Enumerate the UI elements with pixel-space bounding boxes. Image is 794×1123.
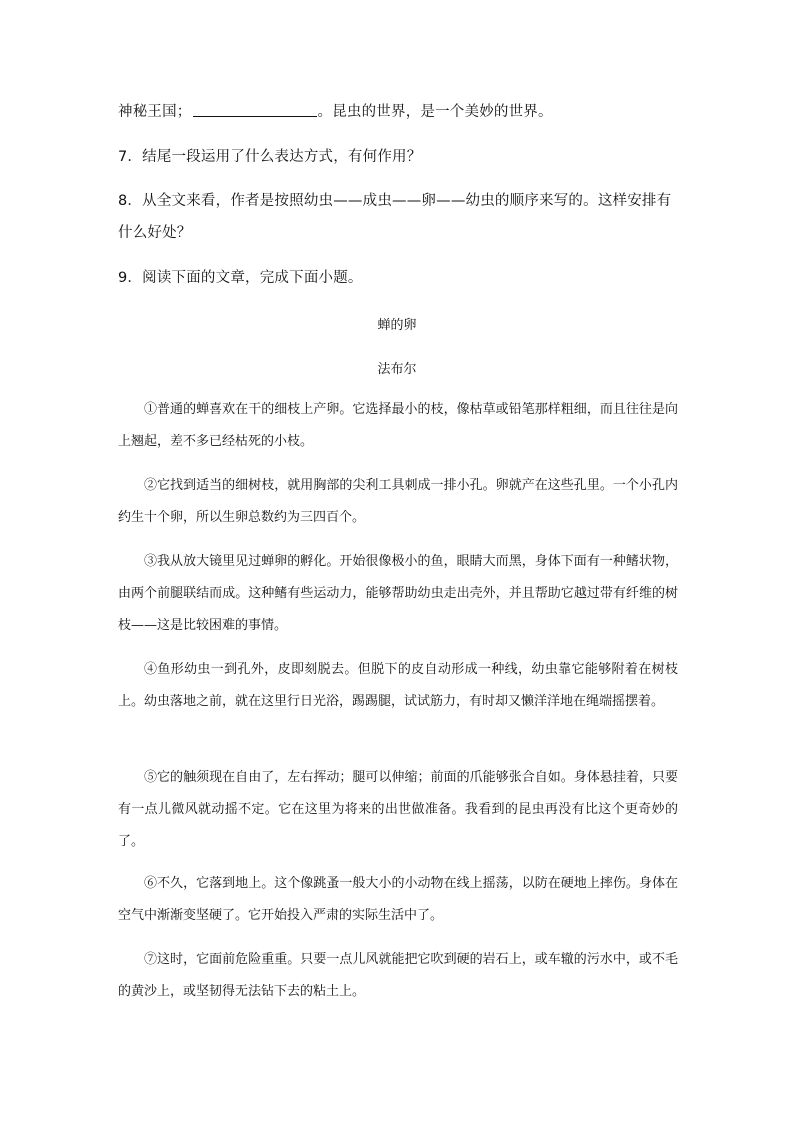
answer-blank[interactable] — [193, 102, 317, 117]
article-author: 法布尔 — [377, 362, 417, 377]
question-8: 8．从全文来看，作者是按照幼虫——成虫——卵——幼虫的顺序来写的。这样安排有什么好处？ — [118, 193, 672, 241]
question-9: 9．阅读下面的文章，完成下面小题。 — [118, 270, 363, 286]
article-paragraph-6: ⑥不久，它落到地上。这个像跳蚤一般大小的小动物在线上摇荡，以防在硬地上摔伤。身体在空气中渐渐变坚硬了。它开始投入严肃的实际生活中了。 — [118, 876, 678, 923]
article-paragraph-2: ②它找到适当的细树枝，就用胸部的尖利工具刺成一排小孔。卵就产在这些孔里。一个小孔内约生十个卵，所以生卵总数约为三四百个。 — [118, 478, 678, 525]
article-paragraph-3: ③我从放大镜里见过蝉卵的孵化。开始很像极小的鱼，眼睛大而黑，身体下面有一种鳍状物，由两个前腿联结而成。这种鳍有些运动力，能够帮助幼虫走出壳外，并且帮助它越过带有纤维的树枝——这是比较困难的事情。 — [118, 554, 678, 633]
fill-in-prefix: 神秘王国； — [118, 104, 192, 120]
question-7: 7．结尾一段运用了什么表达方式，有何作用？ — [118, 149, 422, 165]
article-paragraph-5: ⑤它的触须现在自由了，左右挥动；腿可以伸缩；前面的爪能够张合自如。身体悬挂着，只要有一点儿微风就动摇不定。它在这里为将来的出世做准备。我看到的昆虫再没有比这个更奇妙的了。 — [118, 770, 678, 849]
article-paragraph-1: ①普通的蝉喜欢在干的细枝上产卵。它选择最小的枝，像枯草或铅笔那样粗细，而且往往是向上翘起，差不多已经枯死的小枝。 — [118, 402, 678, 449]
article-title: 蝉的卵 — [377, 318, 417, 333]
fill-in-line — [118, 96, 684, 128]
article-paragraph-4: ④鱼形幼虫一到孔外，皮即刻脱去。但脱下的皮自动形成一种线，幼虫靠它能够附着在树枝上。幼虫落地之前，就在这里行日光浴，踢踢腿，试试筋力，有时却又懒洋洋地在绳端摇摆着。 — [118, 662, 678, 709]
article-paragraph-7: ⑦这时，它面前危险重重。只要一点儿风就能把它吹到硬的岩石上，或车辙的污水中，或不毛的黄沙上，或坚韧得无法钻下去的粘土上。 — [118, 952, 678, 999]
fill-in-suffix: 。昆虫的世界，是一个美妙的世界。 — [317, 104, 553, 120]
